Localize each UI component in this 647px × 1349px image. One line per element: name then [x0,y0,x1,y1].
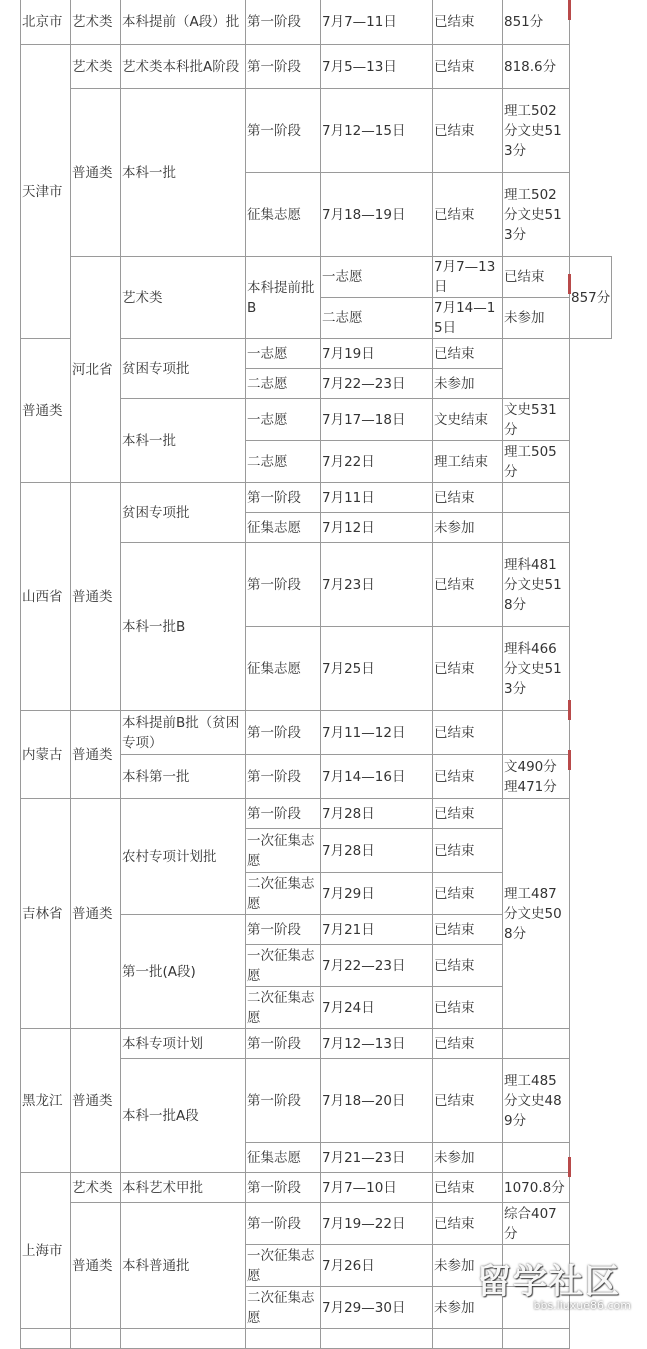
table-cell: 已结束 [433,543,503,627]
table-cell: 第一阶段 [246,45,321,89]
table-cell [71,1329,121,1349]
table-cell: 7月14—16日 [321,755,433,799]
table-cell: 艺术类 [121,257,246,339]
table-row [21,711,612,755]
table-cell: 艺术类 [71,45,121,89]
table-cell: 理工结束 [433,441,503,483]
table-cell: 黑龙江 [21,1029,71,1173]
table-cell: 本科提前B批（贫困专项） [121,711,246,755]
table-cell: 第一阶段 [246,799,321,829]
table-cell: 未参加 [503,298,570,339]
table-cell: 7月29日 [321,873,433,915]
table-cell: 一志愿 [321,257,433,298]
site-watermark [477,1254,637,1312]
table-cell [503,1143,570,1173]
table-cell: 已结束 [433,829,503,873]
table-row [21,1203,612,1245]
red-edge-mark [568,0,571,20]
table-cell: 未参加 [433,369,503,399]
table-cell: 理工487分文史508分 [503,799,570,1029]
table-cell: 7月29—30日 [321,1287,433,1329]
table-cell: 已结束 [433,987,503,1029]
table-body [21,0,612,1349]
table-cell: 艺术类本科批A阶段 [121,45,246,89]
table-cell: 已结束 [433,1059,503,1143]
table-cell: 艺术类 [71,1173,121,1203]
table-cell: 已结束 [433,945,503,987]
table-cell: 7月11—12日 [321,711,433,755]
admission-schedule-table [20,0,612,1349]
table-cell: 7月22—23日 [321,369,433,399]
table-cell [503,513,570,543]
table-cell: 一次征集志愿 [246,829,321,873]
table-cell: 第一阶段 [246,1173,321,1203]
table-cell: 内蒙古 [21,711,71,799]
table-cell: 7月28日 [321,799,433,829]
table-cell: 贫困专项批 [121,483,246,543]
table-cell: 征集志愿 [246,627,321,711]
table-cell: 已结束 [433,339,503,369]
table-cell: 征集志愿 [246,513,321,543]
table-cell: 已结束 [433,799,503,829]
table-cell: 吉林省 [21,799,71,1029]
table-cell: 理科466分文史513分 [503,627,570,711]
table-cell: 7月24日 [321,987,433,1029]
table-cell: 已结束 [433,45,503,89]
table-cell: 第一阶段 [246,711,321,755]
table-cell: 普通类 [71,1203,121,1329]
table-cell: 已结束 [433,711,503,755]
table-cell: 已结束 [433,173,503,257]
table-cell: 二次征集志愿 [246,987,321,1029]
table-cell: 文史结束 [433,399,503,441]
table-cell: 普通类 [71,1029,121,1173]
table-row [21,1329,612,1349]
table-cell: 818.6分 [503,45,570,89]
table-cell: 本科一批A段 [121,1059,246,1173]
table-cell: 本科一批 [121,89,246,257]
table-cell: 征集志愿 [246,173,321,257]
table-cell: 已结束 [433,483,503,513]
table-cell: 已结束 [433,89,503,173]
table-cell: 第一阶段 [246,483,321,513]
table-cell: 二次征集志愿 [246,873,321,915]
table-cell: 贫困专项批 [121,339,246,399]
table-cell: 艺术类 [71,0,121,45]
table-cell: 第一阶段 [246,1029,321,1059]
table-cell: 第一阶段 [246,755,321,799]
table-cell: 本科普通批 [121,1203,246,1329]
table-cell: 7月11日 [321,483,433,513]
table-row [21,1173,612,1203]
table-cell: 未参加 [433,513,503,543]
table-cell: 7月26日 [321,1245,433,1287]
table-cell [503,339,570,399]
table-cell: 7月5—13日 [321,45,433,89]
table-cell: 本科艺术甲批 [121,1173,246,1203]
table-cell: 农村专项计划批 [121,799,246,915]
table-cell: 7月12—15日 [321,89,433,173]
table-cell: 山西省 [21,483,71,711]
table-cell: 7月18—20日 [321,1059,433,1143]
table-cell: 二志愿 [246,369,321,399]
table-cell: 7月14—15日 [433,298,503,339]
table-cell: 本科一批 [121,399,246,483]
table-cell: 征集志愿 [246,1143,321,1173]
table-cell: 7月19—22日 [321,1203,433,1245]
watermark-url: bbs.liuxue86.com [533,1299,631,1312]
table-cell [503,1329,570,1349]
table-cell: 第一阶段 [246,0,321,45]
table-cell: 1070.8分 [503,1173,570,1203]
red-edge-mark [568,274,571,294]
table-cell: 未参加 [433,1143,503,1173]
table-cell: 二志愿 [246,441,321,483]
table-cell: 北京市 [21,0,71,45]
table-cell: 已结束 [503,257,570,298]
table-cell: 第一批(A段) [121,915,246,1029]
table-cell: 二次征集志愿 [246,1287,321,1329]
table-cell: 本科专项计划 [121,1029,246,1059]
table-cell: 已结束 [433,1029,503,1059]
table-cell [321,1329,433,1349]
table-cell: 7月18—19日 [321,173,433,257]
table-cell: 7月12—13日 [321,1029,433,1059]
table-cell: 7月21日 [321,915,433,945]
table-cell: 已结束 [433,915,503,945]
table-cell: 第一阶段 [246,915,321,945]
table-cell [503,711,570,755]
table-cell: 857分 [570,257,612,339]
table-cell: 综合407分 [503,1203,570,1245]
table-cell: 7月28日 [321,829,433,873]
table-row [21,0,612,45]
table-cell: 普通类 [71,89,121,257]
table-cell: 第一阶段 [246,543,321,627]
red-edge-mark [568,1157,571,1177]
table-cell [121,1329,246,1349]
table-cell: 已结束 [433,0,503,45]
red-edge-mark [568,700,571,720]
table-cell: 已结束 [433,627,503,711]
table-cell: 7月7—10日 [321,1173,433,1203]
table-cell: 普通类 [71,711,121,799]
table-row [21,799,612,829]
table-cell: 文490分理471分 [503,755,570,799]
table-cell: 7月7—13日 [433,257,503,298]
table-cell [21,1329,71,1349]
table-cell: 一志愿 [246,399,321,441]
table-cell: 第一阶段 [246,1059,321,1143]
table-cell: 理工505分 [503,441,570,483]
table-cell: 本科提前（A段）批 [121,0,246,45]
table-cell: 本科一批B [121,543,246,711]
table-cell: 一次征集志愿 [246,945,321,987]
table-cell: 理工485分文史489分 [503,1059,570,1143]
table-cell: 一次征集志愿 [246,1245,321,1287]
table-cell [246,1329,321,1349]
table-cell: 本科第一批 [121,755,246,799]
table-cell: 7月12日 [321,513,433,543]
table-cell: 二志愿 [321,298,433,339]
table-cell: 已结束 [433,1173,503,1203]
table-cell: 普通类 [71,483,121,711]
table-cell: 河北省 [71,257,121,483]
table-cell [503,483,570,513]
table-cell [433,1329,503,1349]
table-cell: 天津市 [21,45,71,339]
table-cell: 普通类 [21,339,71,483]
table-cell: 第一阶段 [246,89,321,173]
table-cell: 851分 [503,0,570,45]
table-row [21,257,612,298]
table-row [21,1029,612,1059]
table-cell: 已结束 [433,1203,503,1245]
table-cell: 已结束 [433,755,503,799]
table-cell: 7月7—11日 [321,0,433,45]
table-cell: 7月22—23日 [321,945,433,987]
table-cell: 未参加 [433,1287,503,1329]
table-row [21,89,612,173]
table-cell: 第一阶段 [246,1203,321,1245]
table-cell: 7月25日 [321,627,433,711]
table-cell: 7月22日 [321,441,433,483]
table-cell: 理工502分文史513分 [503,173,570,257]
watermark-logo: 留学社区 [477,1262,621,1302]
table-cell: 本科提前批B [246,257,321,339]
table-cell: 未参加 [433,1245,503,1287]
table-cell: 上海市 [21,1173,71,1329]
table-cell: 7月19日 [321,339,433,369]
table-cell: 7月23日 [321,543,433,627]
table-cell: 一志愿 [246,339,321,369]
table-row [21,483,612,513]
table-cell: 已结束 [433,873,503,915]
table-cell: 文史531分 [503,399,570,441]
table-cell [503,1029,570,1059]
table-cell: 理工502分文史513分 [503,89,570,173]
table-cell: 理科481分文史518分 [503,543,570,627]
table-row [21,45,612,89]
table-cell: 7月21—23日 [321,1143,433,1173]
table-cell: 7月17—18日 [321,399,433,441]
red-edge-mark [568,750,571,770]
table-cell: 普通类 [71,799,121,1029]
